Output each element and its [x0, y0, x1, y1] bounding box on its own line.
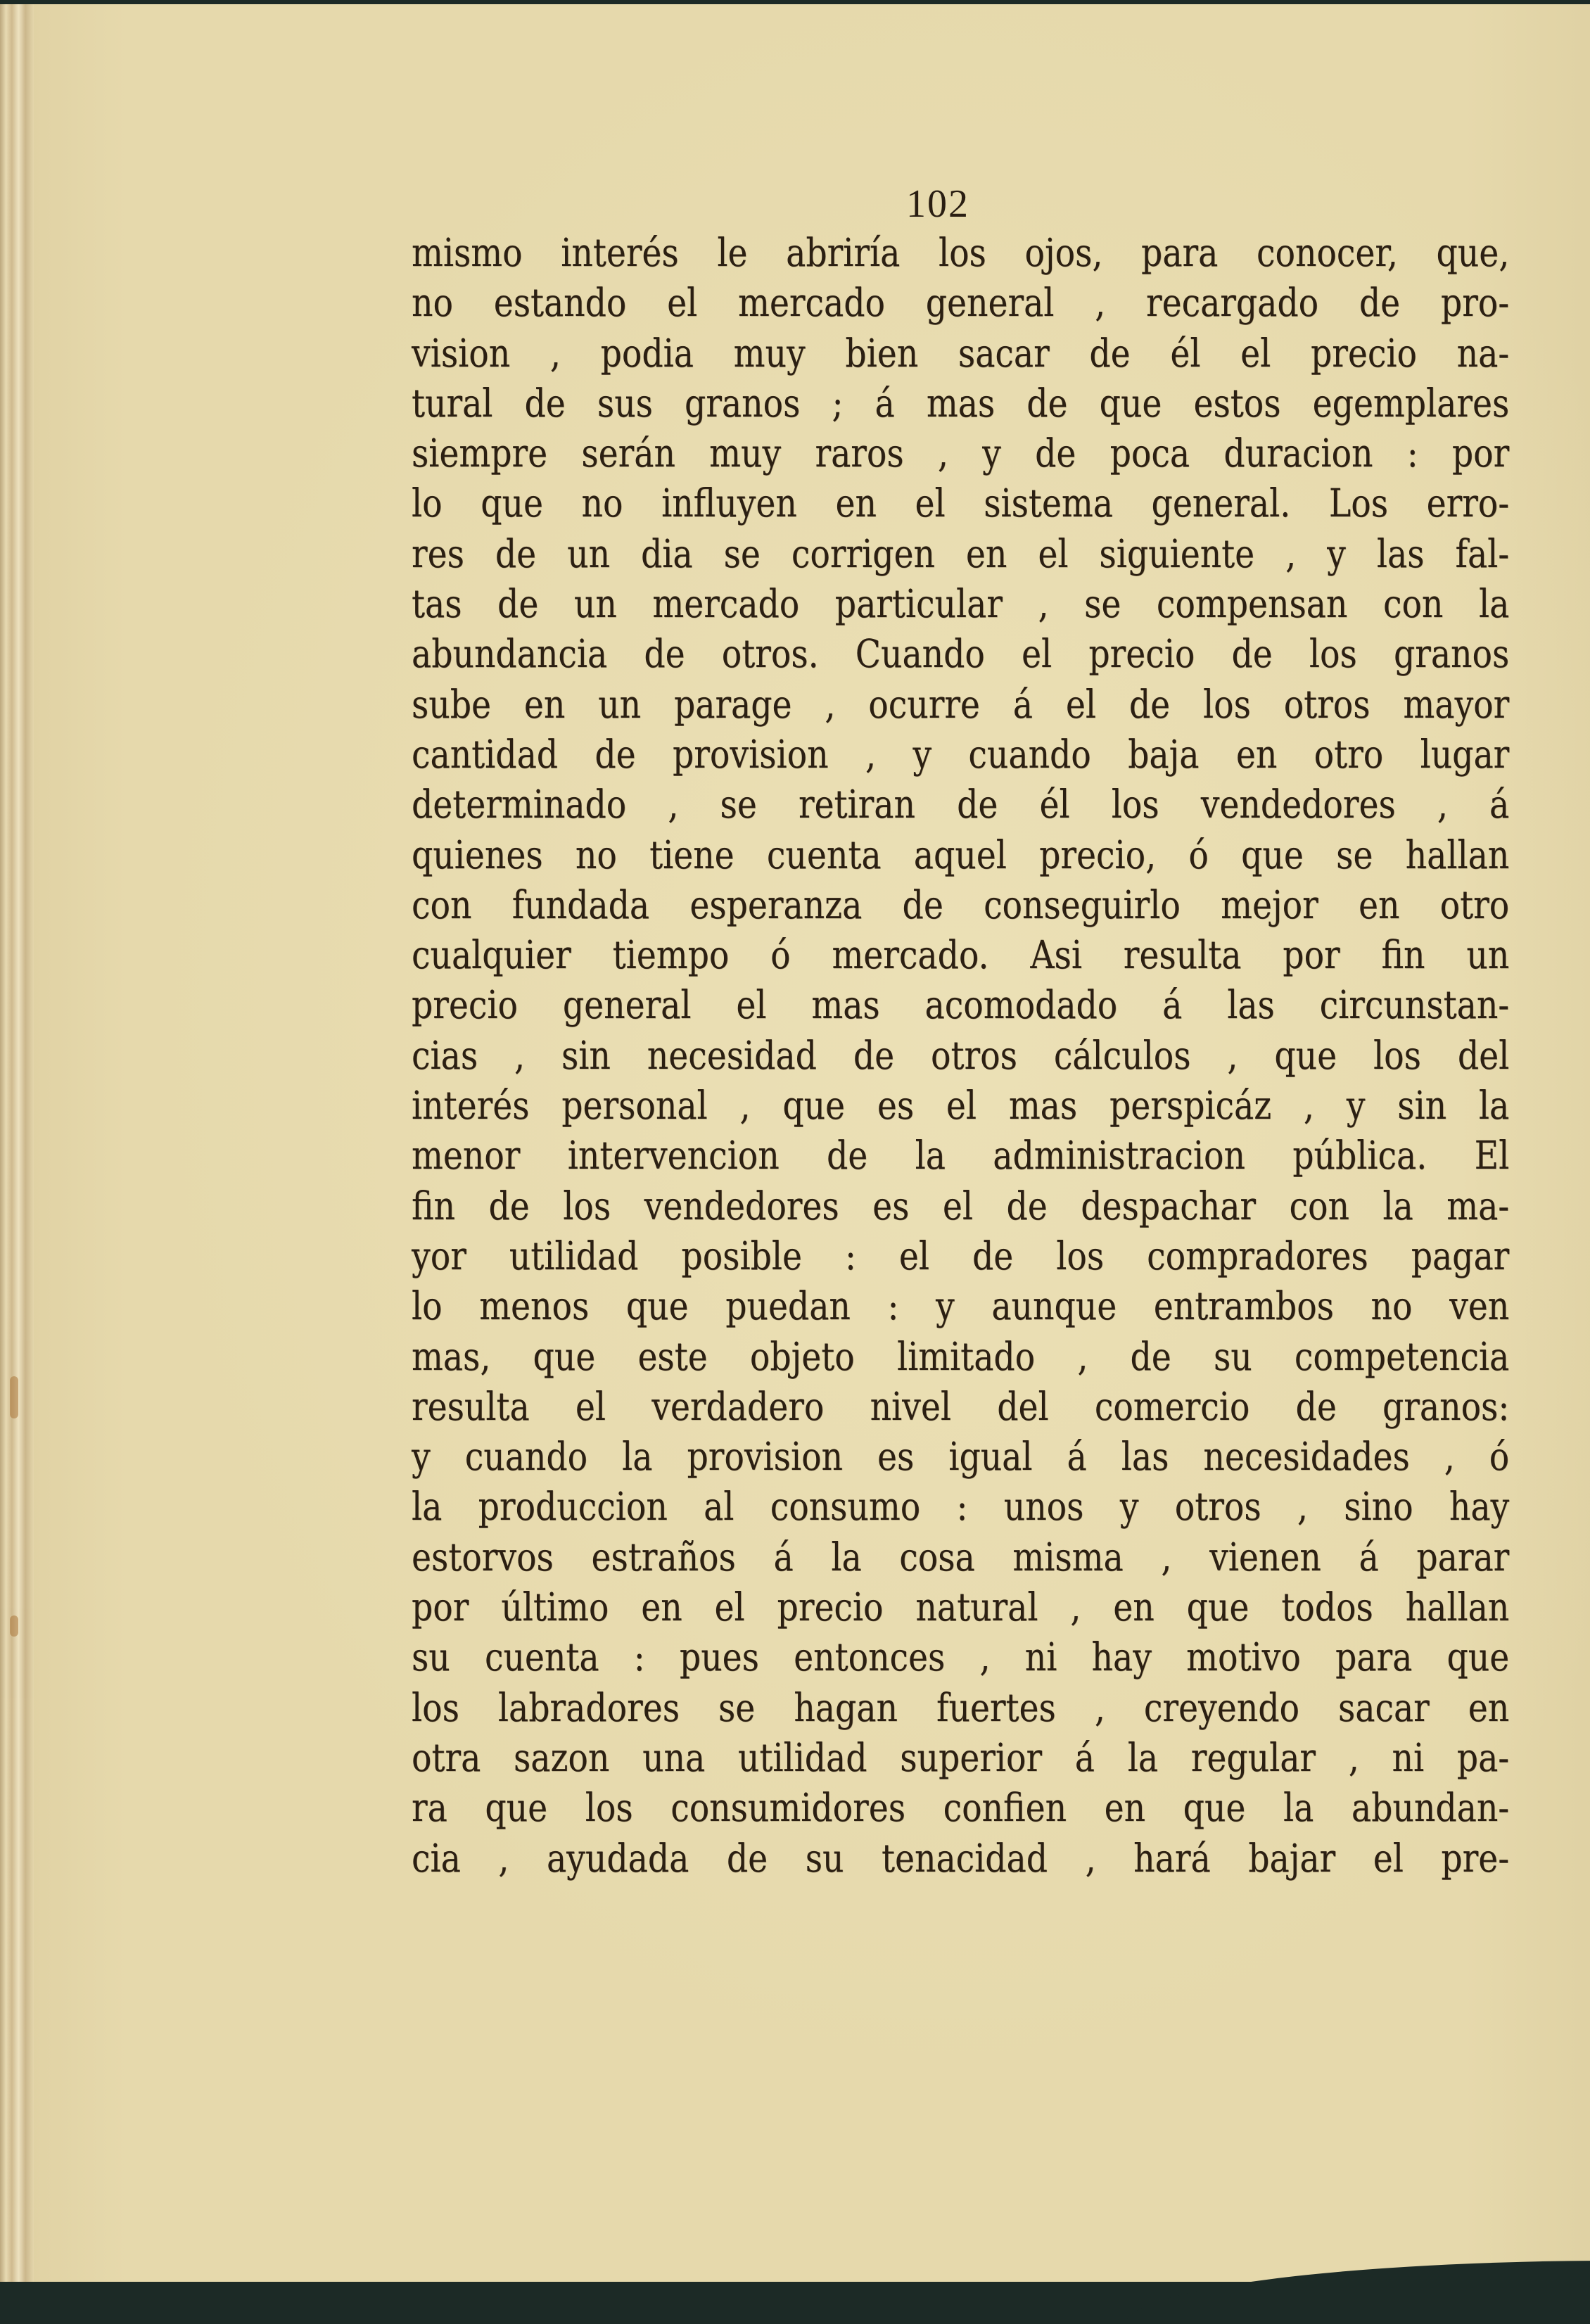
- text-line: yor utilidad posible : el de los compradores pagar: [412, 1233, 1510, 1278]
- text-line: precio general el mas acomodado á las circunstan-: [412, 982, 1510, 1028]
- text-line: lo que no influyen en el sistema general. Los erro-: [412, 481, 1510, 526]
- text-line: cias , sin necesidad de otros cálculos , que los del: [412, 1032, 1510, 1078]
- text-line: otra sazon una utilidad superior á la regular , ni pa-: [412, 1734, 1510, 1780]
- text-line: por último en el precio natural , en que todos hallan: [412, 1585, 1510, 1630]
- text-line: res de un dia se corrigen en el siguiente , y las fal-: [412, 531, 1510, 576]
- text-line: tas de un mercado particular , se compensan con la: [412, 581, 1510, 627]
- text-line: tural de sus granos ; á mas de que estos egemplares: [412, 380, 1510, 426]
- text-line: mas, que este objeto limitado , de su competencia: [412, 1333, 1510, 1379]
- stain-mark: [10, 1376, 18, 1418]
- text-line: la produccion al consumo : unos y otros , sino hay: [412, 1484, 1510, 1530]
- text-line: los labradores se hagan fuertes , creyendo sacar en: [412, 1684, 1510, 1730]
- text-line: siempre serán muy raros , y de poca duracion : por: [412, 431, 1510, 476]
- text-line: ra que los consumidores confien en que la abundan-: [412, 1785, 1510, 1831]
- text-line: estorvos estraños á la cosa misma , vienen á parar: [412, 1534, 1510, 1580]
- text-line: cia , ayudada de su tenacidad , hará bajar el pre-: [412, 1835, 1510, 1881]
- text-line: determinado , se retiran de él los vendedores , á: [412, 782, 1510, 827]
- text-line: cualquier tiempo ó mercado. Asi resulta por fin un: [412, 932, 1510, 978]
- page-number: 102: [906, 182, 969, 226]
- body-text: [412, 228, 1509, 1884]
- text-line: interés personal , que es el mas perspicáz , y sin la: [412, 1083, 1510, 1129]
- book-page: [0, 4, 1590, 2282]
- text-line: mismo interés le abriría los ojos, para conocer, que,: [412, 230, 1510, 275]
- stain-mark: [10, 1615, 18, 1637]
- text-line: menor intervencion de la administracion pública. El: [412, 1133, 1510, 1179]
- text-line: vision , podia muy bien sacar de él el precio na-: [412, 330, 1510, 376]
- text-line: quienes no tiene cuenta aquel precio, ó que se hallan: [412, 832, 1510, 877]
- text-line: con fundada esperanza de conseguirlo mejor en otro: [412, 882, 1510, 927]
- text-line: lo menos que puedan : y aunque entrambos no ven: [412, 1283, 1510, 1329]
- text-line: y cuando la provision es igual á las necesidades , ó: [412, 1434, 1510, 1480]
- text-line: no estando el mercado general , recargado de pro-: [412, 280, 1510, 326]
- text-line: abundancia de otros. Cuando el precio de los granos: [412, 631, 1510, 677]
- text-line: cantidad de provision , y cuando baja en otro lugar: [412, 731, 1510, 777]
- text-line: sube en un parage , ocurre á el de los otros mayor: [412, 681, 1510, 727]
- text-line: su cuenta : pues entonces , ni hay motivo para que: [412, 1634, 1510, 1680]
- text-line: resulta el verdadero nivel del comercio de granos:: [412, 1383, 1510, 1429]
- text-line: fin de los vendedores es el de despachar con la ma-: [412, 1183, 1510, 1228]
- page-edge-shadow: [1126, 2261, 1590, 2324]
- book-spine-edge: [0, 4, 34, 2282]
